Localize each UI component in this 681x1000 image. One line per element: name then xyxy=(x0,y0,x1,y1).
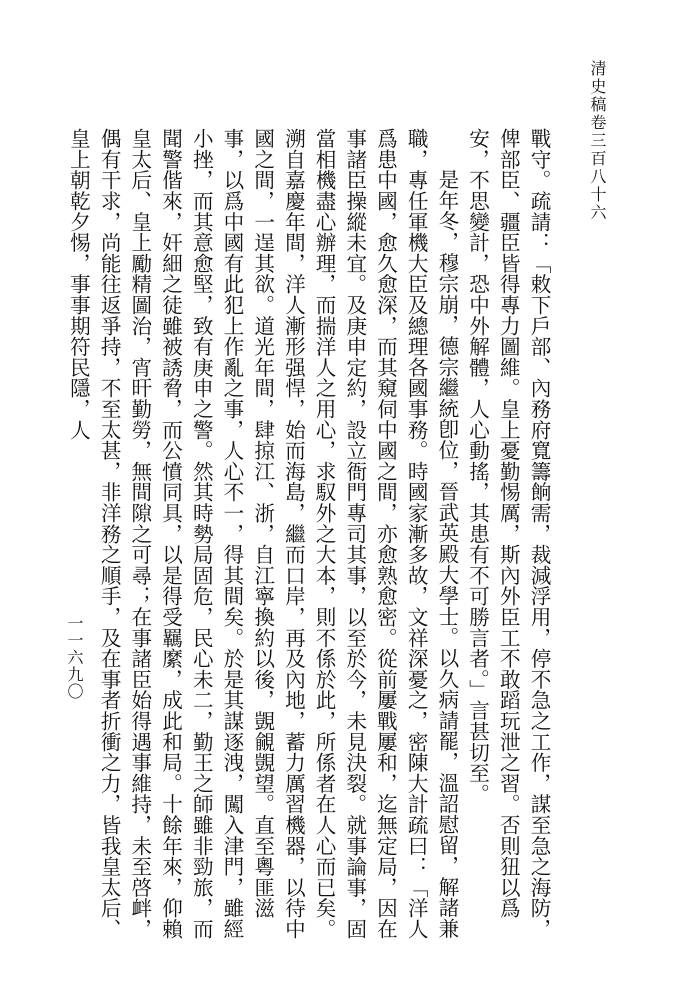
running-header-title: 清史稿卷三百八十六 xyxy=(588,60,607,222)
paragraph-1: 戰守。疏請：「敕下戶部、內務府寬籌餉需，裁減浮用，停不急之工作，謀至急之海防，俾部臣、疆臣皆得專力圖維。皇上憂勤惕厲，斯內外臣工不敢蹈玩泄之習。否則狃以爲安，不思變計，恐中外解體，人心動搖，其患有不可勝言者。」言甚切至。 xyxy=(465,128,551,940)
page-number: 一一六九〇 xyxy=(65,615,84,700)
paragraph-2: 是年冬，穆宗崩，德宗繼統卽位，晉武英殿大學士。以久病請罷，溫詔慰留，解諸兼職，專任軍機大臣及總理各國事務。時國家漸多故，文祥深憂之，密陳大計疏曰：「洋人爲患中國，愈久愈深，而其窺伺中國之間，亦愈熟愈密。從前屢戰屢和，迄無定局，因在事諸臣操縱未宜。及庚申定約，設立衙門專司其事，以至於今，未見決裂。就事論事，固當相機盡心辦理，而揣洋人之用心，求馭外之大本，則不係於此，所係者在人心而已矣。溯自嘉慶年間，洋人漸形强悍，始而海島，繼而口岸，再及內地，蓄力厲習機器，以待中國之間，一逞其欲。道光年間，肆掠江、浙，自江寧換約以後，覬覦覬望。直至粵匪滋事，以爲中國有此犯上作亂之事，人心不一，得其間矣。於是其謀逐洩，闖入津門，雖經小挫，而其意愈堅，致有庚申之警。然其時勢局固危，民心未二，勤王之師雖非勁旅，而聞警偕來，奸細之徒雖被誘脅，而公憤同具，以是得受羈縻，成此和局。十餘年來，仰賴皇太后、皇上勵精圖治，宵旰勤勞，無間隙之可尋；在事諸臣始得遇事維持，未至啓衅，偶有干求，尚能往返爭持，不至太甚，非洋務之順手，及在事者折衝之力，皆我皇太后、皇上朝乾夕惕，事事期符民隱，人 xyxy=(66,128,459,940)
